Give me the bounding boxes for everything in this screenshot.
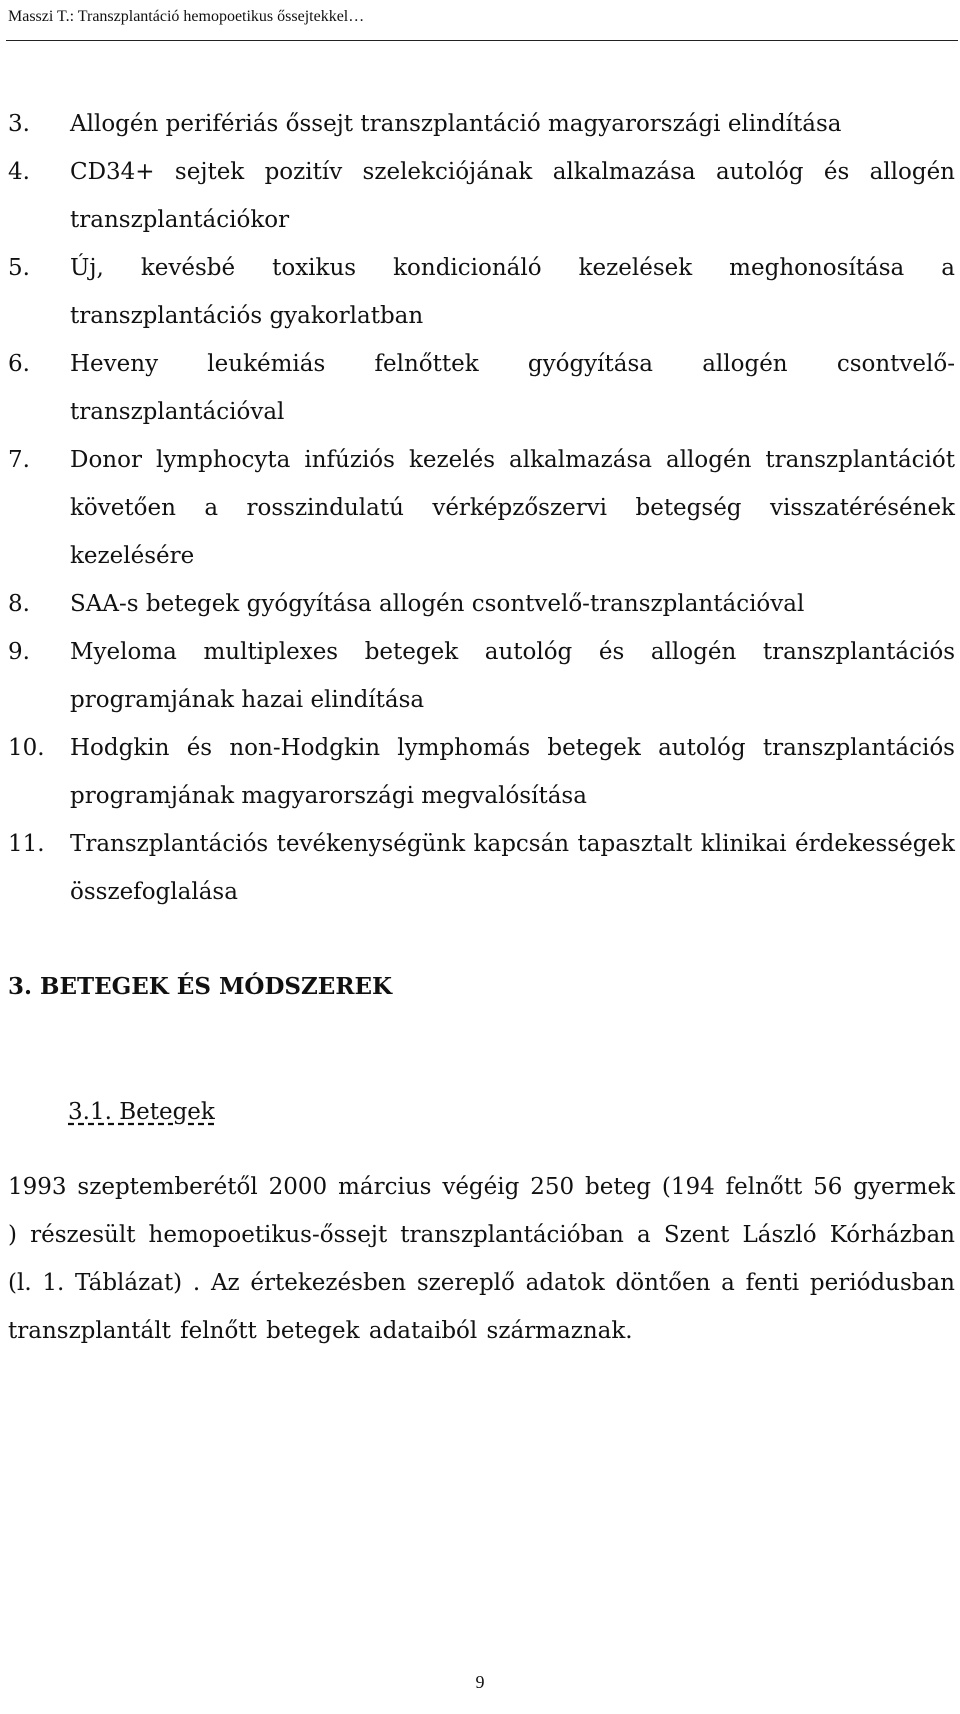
list-item xyxy=(8,820,955,916)
list-item-number: 11. xyxy=(8,831,45,857)
list-item-number: 7. xyxy=(8,447,30,473)
list-item-number: 5. xyxy=(8,255,30,281)
list-item xyxy=(8,148,955,244)
list-item-text: CD34+ sejtek pozitív szelekciójának alkalmazása autológ és allogén transzplantációkor xyxy=(70,159,955,233)
subsection-heading: 3.1. Betegek xyxy=(68,1099,215,1125)
list-item xyxy=(8,628,955,724)
list-item-text: Heveny leukémiás felnőttek gyógyítása allogén csontvelő-transzplantációval xyxy=(70,351,955,425)
list-item-text: Új, kevésbé toxikus kondicionáló kezelések meghonosítása a transzplantációs gyakorlatban xyxy=(70,255,955,329)
list-item xyxy=(8,580,955,628)
list-item-text: SAA-s betegek gyógyítása allogén csontvelő-transzplantációval xyxy=(70,591,805,617)
list-item-text: Transzplantációs tevékenységünk kapcsán tapasztalt klinikai érdekességek összefoglalása xyxy=(70,831,955,905)
list-item xyxy=(8,436,955,580)
running-header: Masszi T.: Transzplantáció hemopoetikus őssejtekkel… xyxy=(8,8,365,25)
list-item-text: Hodgkin és non-Hodgkin lymphomás betegek autológ transzplantációs programjának magyarországi megvalósítása xyxy=(70,735,955,809)
list-item xyxy=(8,244,955,340)
list-item-number: 10. xyxy=(8,735,45,761)
header-divider xyxy=(6,40,958,41)
list-item xyxy=(8,724,955,820)
list-item-number: 9. xyxy=(8,639,30,665)
objectives-list xyxy=(8,100,955,916)
page-number: 9 xyxy=(475,1672,485,1692)
list-item-text: Allogén perifériás őssejt transzplantáció magyarországi elindítása xyxy=(70,111,842,137)
section-heading: 3. BETEGEK ÉS MÓDSZEREK xyxy=(8,973,392,1000)
list-item xyxy=(8,340,955,436)
list-item-number: 4. xyxy=(8,159,30,185)
list-item-number: 6. xyxy=(8,351,30,377)
list-item-text: Donor lymphocyta infúziós kezelés alkalmazása allogén transzplantációt követően a rosszindulatú vérképzőszervi betegség visszatérésének kezelésére xyxy=(70,447,955,569)
list-item-text: Myeloma multiplexes betegek autológ és allogén transzplantációs programjának hazai elindítása xyxy=(70,639,955,713)
list-item xyxy=(8,100,955,148)
list-item-number: 3. xyxy=(8,111,30,137)
body-paragraph: 1993 szeptemberétől 2000 március végéig 250 beteg (194 felnőtt 56 gyermek ) részesült hemopoetikus-őssejt transzplantációban a Szent László Kórházban (l. 1. Táblázat) . Az értekezésben szereplő adatok döntően a fenti periódusban transzplantált felnőtt betegek adataiból származnak. xyxy=(8,1174,955,1344)
list-item-number: 8. xyxy=(8,591,30,617)
